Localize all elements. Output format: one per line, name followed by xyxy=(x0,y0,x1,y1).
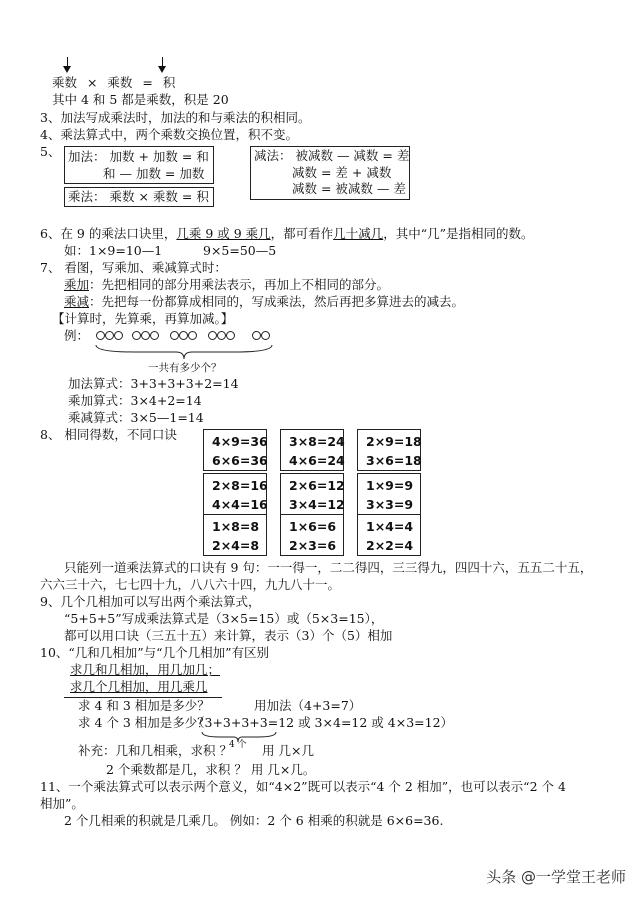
grid-eq-1: 1×4=4 xyxy=(366,519,414,534)
grid-cell xyxy=(280,514,344,556)
item-9-line-a: “5+5+5”写成乘法算式是（3×5=15）或（5×3=15）， xyxy=(64,611,384,626)
multiply-subtract-expression: 乘减算式：3×5—1=14 xyxy=(68,410,204,425)
grid-eq-2: 6×6=36 xyxy=(212,453,268,468)
item-6-example-b: 9×5=50—5 xyxy=(203,243,277,258)
total-question: 一共有多少个？ xyxy=(148,362,222,374)
circle xyxy=(217,331,226,340)
item-6-part-e: ，其中“几”是指相同的数。 xyxy=(383,226,534,241)
grid-eq-2: 3×4=12 xyxy=(289,497,345,512)
addition-row-2: 和 — 加数 = 加数 xyxy=(103,166,205,181)
grid-eq-1: 3×8=24 xyxy=(289,434,345,449)
item-11-cont: 相加”。 xyxy=(40,796,84,811)
grid-eq-1: 1×6=6 xyxy=(289,519,337,534)
circle xyxy=(208,331,217,340)
grid-cell xyxy=(280,473,344,515)
multiply-add-expression: 乘加算式：3×4+2=14 xyxy=(68,393,202,408)
grid-eq-1: 1×8=8 xyxy=(212,519,260,534)
watermark: 头条 @一学堂王老师 xyxy=(486,868,626,886)
item-8: 8、 相同得数，不同口诀 xyxy=(40,427,177,442)
multiply-add-label: 乘加 xyxy=(64,277,90,292)
formula-note: 其中 4 和 5 都是乘数，积是 20 xyxy=(52,92,229,107)
subtraction-row-3: 减数 = 被减数 — 差 xyxy=(292,181,406,196)
grid-cell xyxy=(357,514,421,556)
circle xyxy=(105,331,114,340)
item-10-question-b: 求 4 个 3 相加是多少？ xyxy=(78,715,210,730)
item-10-answer-b: （3+3+3+3=12 或 3×4=12 或 4×3=12） xyxy=(192,715,454,730)
circle xyxy=(252,331,261,340)
subtraction-box xyxy=(250,146,410,200)
item-3: 3、加法写成乘法时，加法的和与乘法的积相同。 xyxy=(40,110,311,125)
grid-cell xyxy=(357,473,421,515)
item-9: 9、几个几相加可以写出两个乘法算式， xyxy=(40,594,261,609)
grid-eq-1: 2×8=16 xyxy=(212,478,268,493)
multiply-subtract-label: 乘减 xyxy=(64,294,90,309)
grid-eq-1: 2×6=12 xyxy=(289,478,345,493)
grid-eq-1: 2×9=18 xyxy=(366,434,422,449)
item-10-question-a: 求 4 和 3 相加是多少？ xyxy=(78,698,210,713)
circle xyxy=(261,331,270,340)
item-10-rule-a: 求几和几相加，用几加几； xyxy=(70,662,221,677)
subtraction-row-1: 减法： 被减数 — 减数 = 差 xyxy=(254,148,410,163)
square-rhymes-note-2: 六六三十六，七七四十九，八八六十四，九九八十一。 xyxy=(40,577,341,592)
grid-eq-2: 2×4=8 xyxy=(212,538,260,553)
supplement-question: 补充：几和几相乘，求积 ？ xyxy=(78,743,232,758)
multiplication-box xyxy=(64,187,214,207)
multiply-add-text: ：先把相同的部分用乘法表示，再加上不相同的部分。 xyxy=(89,277,390,292)
multiply-subtract-text: ：先把每一份都算成相同的，写成乘法，然后再把多算进去的减去。 xyxy=(89,294,465,309)
item-6-part-a: 6、在 9 的乘法口诀里， xyxy=(40,226,177,241)
example-label: 例： xyxy=(64,328,90,343)
subtraction-row-2: 减数 = 差 + 减数 xyxy=(292,165,392,180)
circle xyxy=(132,331,141,340)
supplement-line-2: 2 个乘数都是几，求积 ？ 用 几×几。 xyxy=(106,762,316,777)
grid-eq-1: 4×9=36 xyxy=(212,434,268,449)
arrowhead-left xyxy=(63,66,71,73)
grid-cell xyxy=(280,429,344,471)
total-brace xyxy=(94,343,274,361)
item-10-rule-b: 求几个几相加，用几乘几 xyxy=(70,679,208,694)
item-5: 5、 xyxy=(40,144,61,159)
grid-eq-2: 2×2=4 xyxy=(366,538,414,553)
item-10-answer-a: 用加法（4+3=7） xyxy=(254,698,362,713)
addition-row-1: 加法： 加数 + 加数 = 和 xyxy=(68,149,209,164)
circle xyxy=(179,331,188,340)
grid-eq-2: 4×4=16 xyxy=(212,497,268,512)
circle-groups xyxy=(96,331,276,343)
circle xyxy=(141,331,150,340)
arrowhead-right xyxy=(158,66,166,73)
item-6 xyxy=(40,226,534,242)
grid-eq-2: 3×6=18 xyxy=(366,453,422,468)
item-6-part-c: ，都可看作 xyxy=(270,226,334,241)
item-11: 11、一个乘法算式可以表示两个意义，如“4×2”既可以表示“4 个 2 相加”，也可以表示“2 个 4 xyxy=(40,779,566,794)
circle xyxy=(114,331,123,340)
circle xyxy=(170,331,179,340)
circle xyxy=(226,331,235,340)
circle xyxy=(96,331,105,340)
circle xyxy=(188,331,197,340)
multiplication-row-1: 乘法： 乘数 × 乘数 = 积 xyxy=(68,189,209,204)
item-9-line-b: 都可以用口诀（三五十五）来计算，表示（3）个（5）相加 xyxy=(64,628,393,643)
item-7-multiply-add xyxy=(64,277,389,293)
grid-cell xyxy=(357,429,421,471)
grid-eq-2: 4×6=24 xyxy=(289,453,345,468)
grid-eq-2: 2×3=6 xyxy=(289,538,337,553)
item-4: 4、乘法算式中，两个乘数交换位置，积不变。 xyxy=(40,127,298,142)
grid-cell xyxy=(203,514,267,556)
item-6-part-b: 几乘 9 或 9 乘几 xyxy=(176,226,271,241)
item-6-example-a: 如：1×9=10—1 xyxy=(64,243,163,258)
grid-cell xyxy=(203,429,267,471)
circle xyxy=(150,331,159,340)
addition-box xyxy=(64,146,214,184)
item-7-multiply-subtract xyxy=(64,294,464,310)
item-6-part-d: 几十减几 xyxy=(333,226,384,241)
item-11-example: 2 个几相乘的积就是几乘几。 例如：2 个 6 相乘的积就是 6×6=36. xyxy=(64,813,444,828)
brace-label: 4 个 xyxy=(229,740,247,750)
calc-order-note: 【计算时，先算乘，再算加减。】 xyxy=(52,311,234,326)
square-rhymes-note: 只能列一道乘法算式的口诀有 9 句：一一得一，二二得四，三三得九，四四十六，五五二十五， xyxy=(64,560,593,575)
supplement-answer: 用 几×几 xyxy=(262,743,314,758)
item-7: 7、 看图，写乘加、乘减算式时： xyxy=(40,260,227,275)
grid-eq-1: 1×9=9 xyxy=(366,478,414,493)
grid-cell xyxy=(203,473,267,515)
formula-line: 乘数 × 乘数 = 积 xyxy=(52,75,176,90)
grid-eq-2: 3×3=9 xyxy=(366,497,414,512)
addition-expression: 加法算式：3+3+3+3+2=14 xyxy=(68,376,239,391)
item-10: 10、“几和几相加”与“几个几相加”有区别 xyxy=(40,645,269,660)
